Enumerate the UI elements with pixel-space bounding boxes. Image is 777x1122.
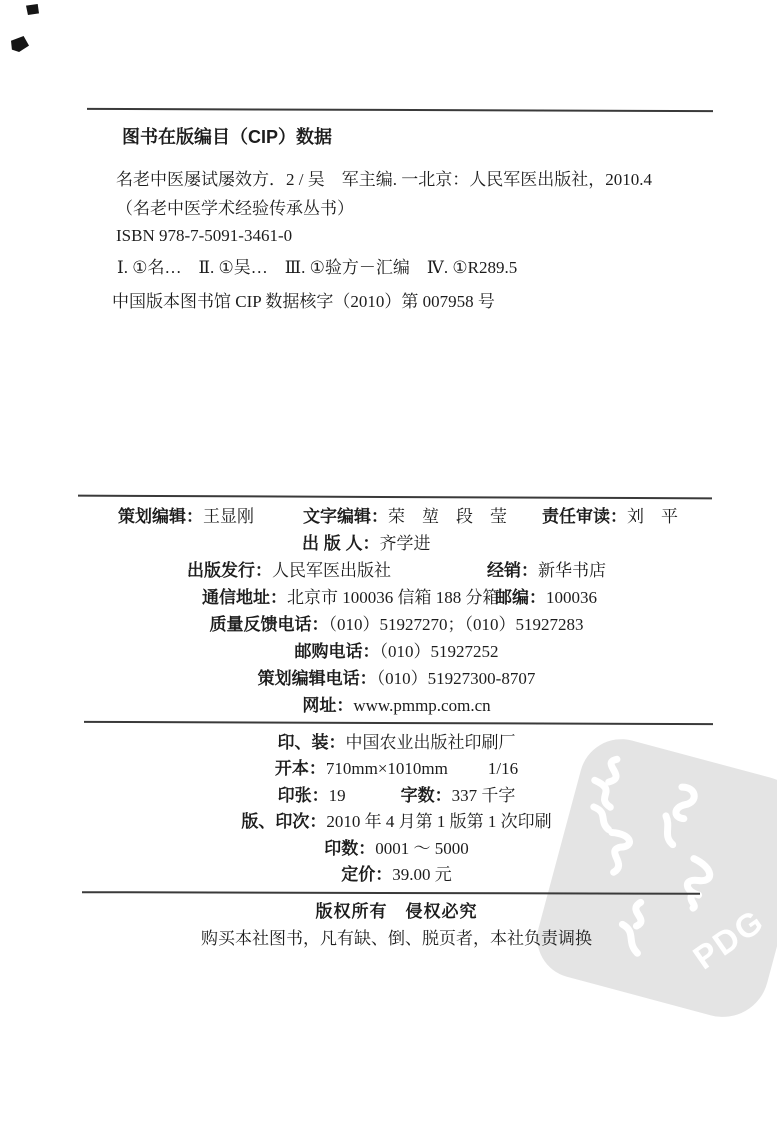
ink-mark-icon xyxy=(11,36,29,52)
cip-title-line: 名老中医屡试屡效方．2 / 吴 军主编. 一北京：人民军医出版社，2010.4 xyxy=(116,170,652,189)
sheets-words-line: 印张：19 字数：337 千字 xyxy=(277,786,516,805)
price-line: 定价：39.00 元 xyxy=(341,865,452,884)
cip-series-line: （名老中医学术经验传承丛书） xyxy=(116,199,354,218)
divider xyxy=(82,891,700,895)
mail-address: 通信地址：北京市 100036 信箱 188 分箱 xyxy=(202,588,500,607)
website: 网址：www.pmmp.com.cn xyxy=(302,696,491,715)
mailorder-phone: 邮购电话：（010）51927252 xyxy=(294,642,499,661)
divider xyxy=(87,108,713,112)
publish-house: 出版发行：人民军医出版社 xyxy=(187,561,391,580)
copy-editor: 文字编辑：荣 堃 段 莹 xyxy=(303,507,507,526)
cip-record-line: 中国版本图书馆 CIP 数据核字（2010）第 007958 号 xyxy=(112,292,495,311)
copies-line: 印数：0001 ～ 5000 xyxy=(324,839,469,858)
cip-index-line: Ⅰ. ①名… Ⅱ. ①吴… Ⅲ. ①验方－汇编 Ⅳ. ①R289.5 xyxy=(117,258,518,277)
planning-editor-phone: 策划编辑电话：（010）51927300-8707 xyxy=(257,669,536,688)
ink-mark-icon xyxy=(26,4,39,15)
pdg-watermark-label: PDG xyxy=(686,901,771,977)
exchange-notice: 购买本社图书，凡有缺、倒、脱页者，本社负责调换 xyxy=(201,929,592,948)
format-line: 开本：710mm×1010mm 1/16 xyxy=(274,759,519,778)
edition-line: 版、印次：2010 年 4 月第 1 版第 1 次印刷 xyxy=(241,812,552,831)
distributor: 经销：新华书店 xyxy=(487,561,606,580)
cip-isbn-line: ISBN 978-7-5091-3461-0 xyxy=(116,226,293,245)
cip-heading: 图书在版编目（CIP）数据 xyxy=(122,127,333,147)
publisher-person: 出 版 人：齐学进 xyxy=(302,534,431,553)
postcode: 邮编：100036 xyxy=(495,588,597,607)
planning-editor: 策划编辑：王显刚 xyxy=(118,507,254,526)
printer-line: 印、装：中国农业出版社印刷厂 xyxy=(277,733,516,752)
review-editor: 责任审读：刘 平 xyxy=(542,507,678,526)
copyright-notice: 版权所有 侵权必究 xyxy=(315,902,478,921)
feedback-phone: 质量反馈电话：（010）51927270；（010）51927283 xyxy=(209,615,584,634)
divider xyxy=(84,721,713,725)
divider xyxy=(78,495,712,500)
